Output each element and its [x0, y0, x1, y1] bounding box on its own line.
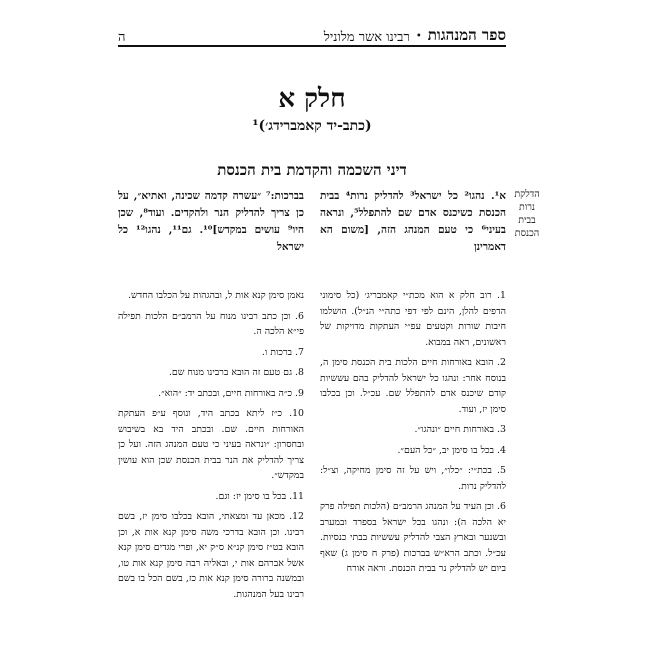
footnote: 3. באורחות חיים ״ונהגו״.	[414, 424, 506, 435]
margin-note-line: הדלקת	[514, 189, 540, 200]
page-number: ה	[118, 30, 126, 45]
margin-note-line: הכנסת	[514, 228, 540, 239]
footnote: 1. רוב חלק א הוא מכת״י קאמבריג׳ (כל סימוני הדפים להלן, הינם לפי דפי כתה״י הנ״ל). הושלמו חיבות שורות וקטעים עפ״י העתקות מדויקות של ראשונים, ראה במבוא.	[320, 290, 506, 348]
footnote: 6. וכן העיד על המנהג הרמב״ם (הלכות תפילה פרק יא הלכה ה): ונהגו בכל ישראל בספרד ובמערב ובשנער ובארץ הצבי להדליק עששיות בבתי כנסיות. עכ״ל. וכתב הרא״ש בברכות (פרק ח סימן ג) שאף ביום יש להדליק נר בבית הכנסת. וראה אורח	[320, 501, 506, 574]
footnotes	[118, 288, 506, 633]
footnotes-left-column	[118, 288, 304, 633]
footnote: 10. כ״ז ליתא בכתב היד, ונוסף ע״פ העתקת האורחות חיים. שם. ובכתב היד בא בשיבוש ובחסרון: ״ונראה בעיני כי טעם המנהג הזה. ועל כן צריך להדליק את הנר בבית הכנסת שכן הוא עושין במקדש״.	[118, 408, 304, 481]
book-title: ספר המנהגות	[427, 26, 506, 44]
main-text-right-column: א¹. נהגו² כל ישראל³ להדליק נרות⁴ בבית הכנסת כשיכנס אדם שם להתפלל⁵, ונראה בעיני⁶ כי טעם המנהג הזה, [משום הא דאמרינן	[320, 190, 506, 253]
main-text-left-column: בברכות:⁷ ״עשרה קדמה שכינה, ואתיא״, על כן צריך להדליק הנר ולהקדים. ועוד⁸, שכן היו⁹ עושים במקדש]¹⁰. גם¹¹, נהגו¹² כל ישראל	[118, 190, 305, 253]
main-text	[118, 188, 506, 258]
footnote: נאמן סימן קנא אות ל, ובהגהות על הכלבו החדש.	[128, 290, 304, 301]
margin-note	[509, 188, 545, 240]
part-title: חלק א	[278, 84, 346, 114]
footnote: 11. בכל בו סימן יז: וגם.	[215, 490, 304, 502]
footnote: 4. בכל בו סימן יב, ״כל העם״.	[397, 444, 506, 456]
author-name: רבינו אשר מלוניל	[323, 30, 410, 45]
margin-note-line: נרות	[519, 202, 535, 213]
margin-note-line: בבית	[518, 215, 536, 226]
header-title-group	[324, 26, 506, 45]
footnotes-right-column	[320, 288, 506, 633]
footnote: 2. הובא באורחות חיים הלכות בית הכנסת סימן ה, בנוסח אחר: ונהגו כל ישראל להדליק בהם עששיות קודם שיכנס אדם להתפלל שם. עכ״ל. וכן בכלבו סימן יז, ועוד.	[320, 357, 506, 415]
part-subtitle: (כתב-יד קאמברידג׳)¹	[252, 118, 372, 134]
footnote: 7. ברכות ו.	[261, 346, 304, 358]
footnote: 12. מכאן עד ומצאתי, הובא בכלבו סימן יז, בשם רבינו. וכן הובא בדרכי משה סימן קנא אות א, וכן הובא בט״ז סימן קנ״א ס״ק יא, ופרי מגדים סימן קנא אשל אברהם אות י, ובאליה רבה סימן קנא אות טו, ובמשנה ברורה סימן קנא אות כז, בשם הכל בו בשם רבינו בעל המנהגות.	[118, 511, 304, 600]
footnote: 6. וכן כתב רבינו מנוח על הרמב״ם הלכות תפילה פי״א הלכה ה.	[118, 310, 304, 337]
section-title: דיני השכמה והקדמת בית הכנסת	[217, 161, 407, 179]
header-separator: •	[415, 31, 422, 42]
footnote: 5. בכת״י: ״כלו״, ויש על זה סימן מחיקה, וצ״ל: להדליק נרות.	[320, 465, 506, 492]
footnote: 9. כ״ה באורחות חיים, ובכתב יד: ״הוא״.	[158, 387, 304, 399]
running-header	[118, 19, 506, 47]
footnote: 8. גם טעם זה הובא ברבינו מנוח שם.	[168, 367, 304, 378]
